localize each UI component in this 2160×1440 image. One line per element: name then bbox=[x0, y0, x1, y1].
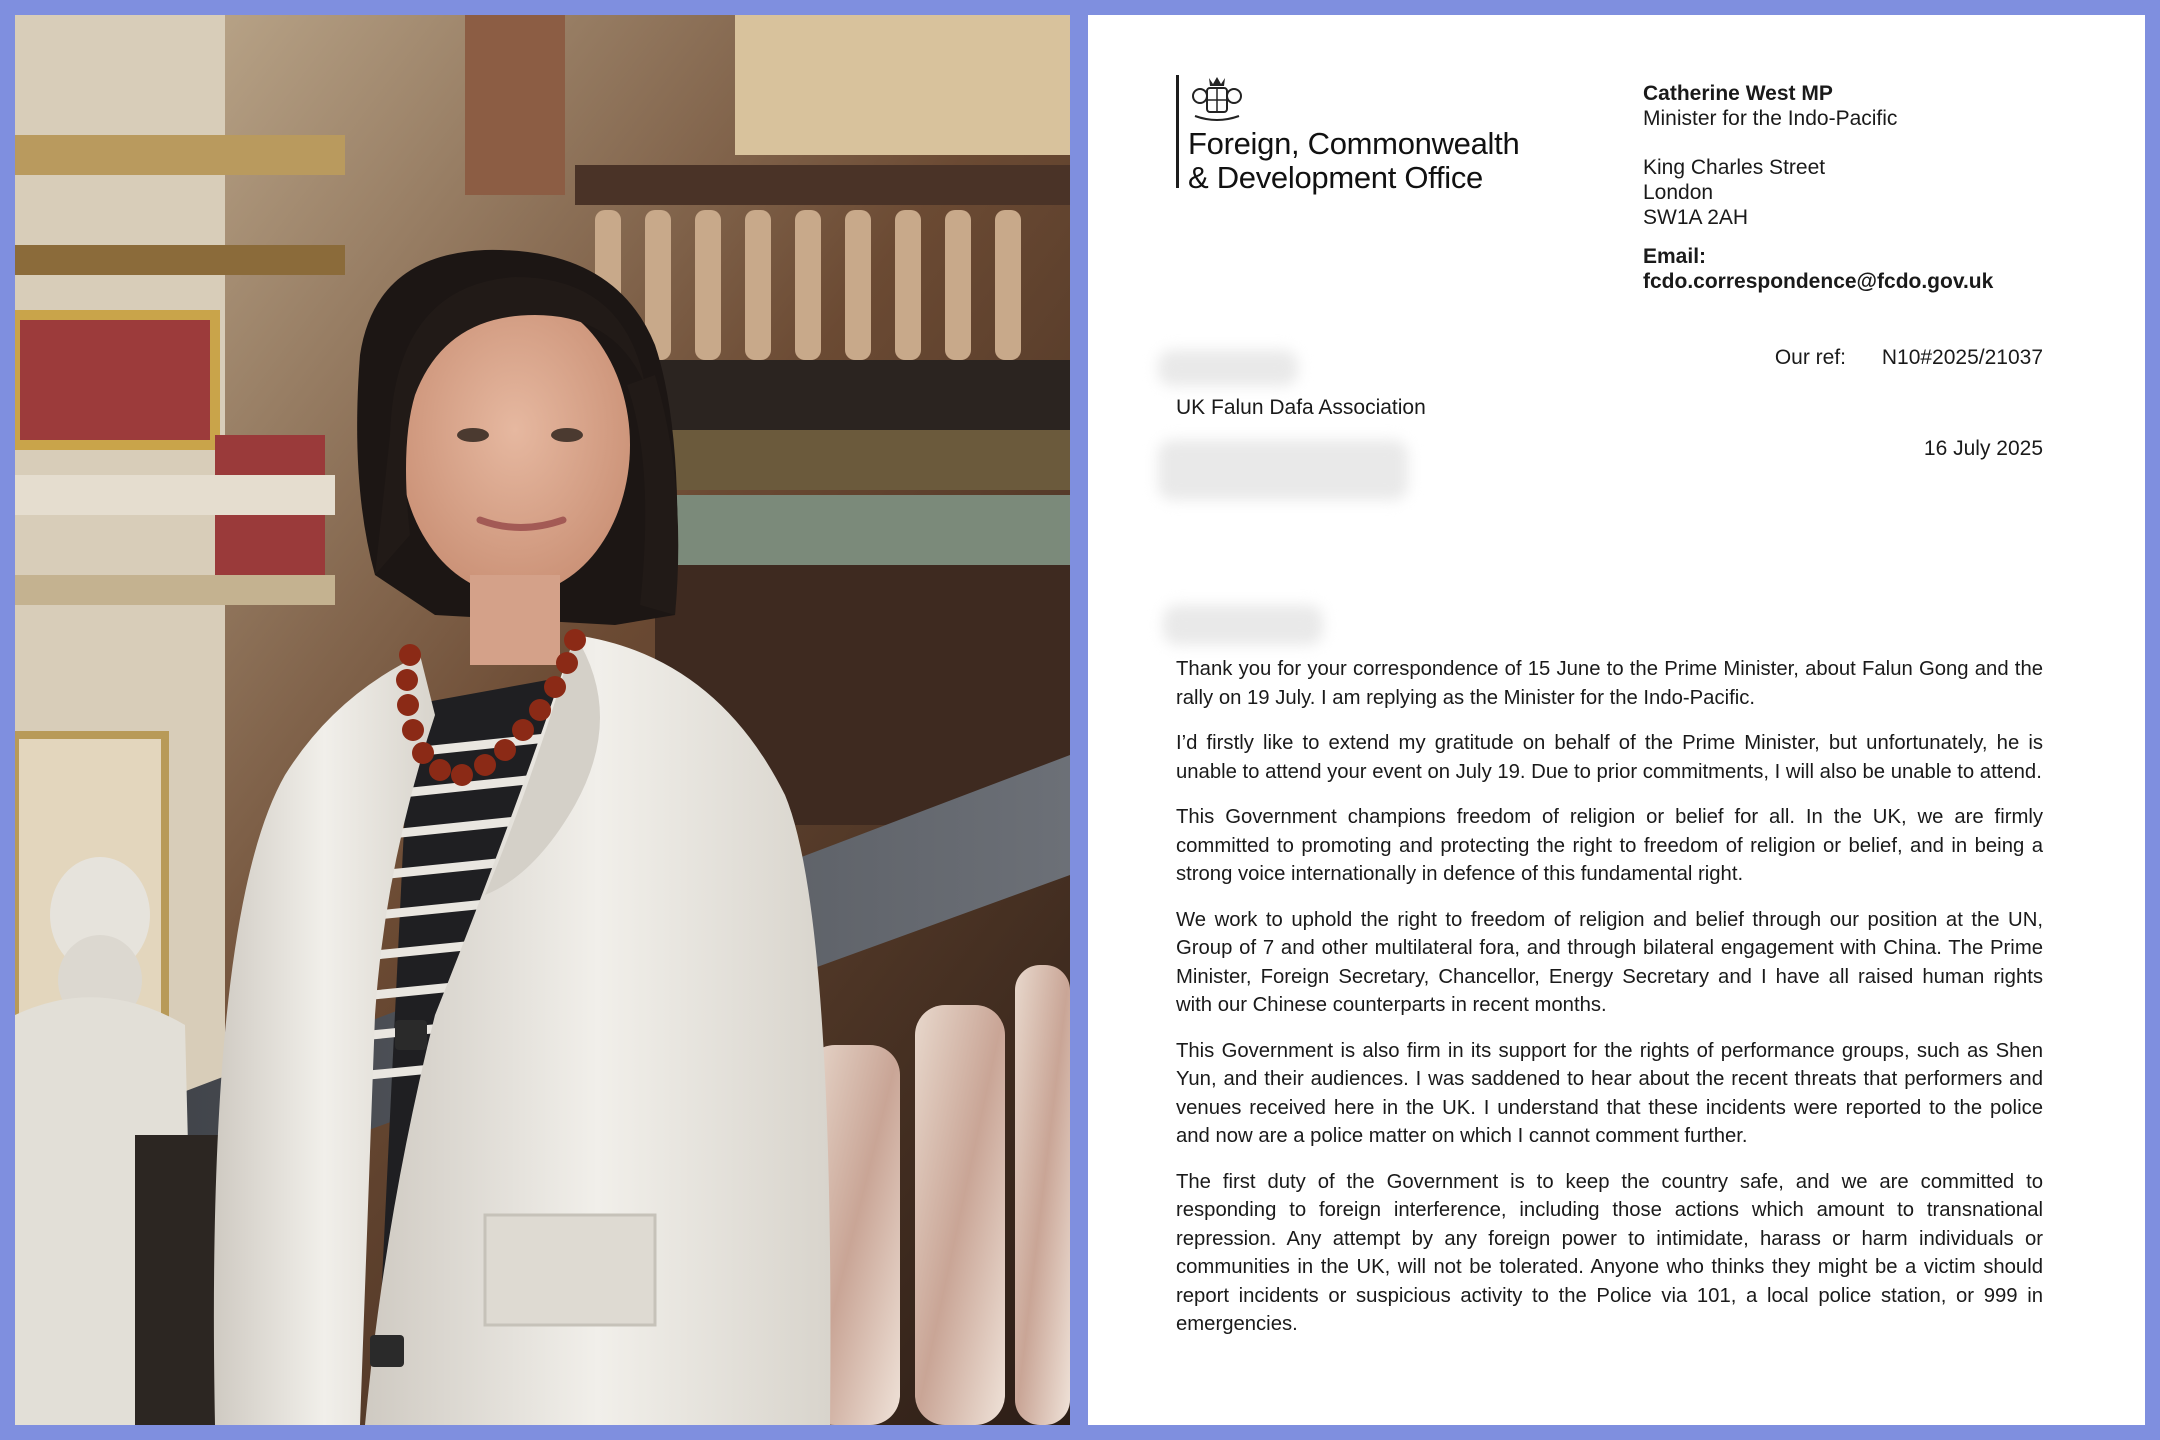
logo-line-2: & Development Office bbox=[1188, 160, 1483, 195]
royal-crest-icon bbox=[1189, 74, 1245, 124]
sender-block bbox=[1643, 81, 1993, 294]
body-paragraph: Thank you for your correspondence of 15 June to the Prime Minister, about Falun Gong and the rally on 19 July. I am replying as the Minister for the Indo-Pacific. bbox=[1176, 658, 2043, 709]
letter-date: 16 July 2025 bbox=[1923, 437, 2043, 460]
portrait-illustration bbox=[15, 15, 1070, 1425]
sender-title: Minister for the Indo-Pacific bbox=[1643, 107, 1898, 130]
reference-value: N10#2025/21037 bbox=[1881, 346, 2043, 369]
logo-rule bbox=[1176, 75, 1179, 188]
redacted-area bbox=[1163, 605, 1323, 645]
body-paragraph: This Government is also firm in its support for the rights of performance groups, such as Shen Yun, and their audiences. I was saddened to hear about the recent threats that performers and venues received here in the UK. I understand that these incidents were reported to the police and now are a police matter on which I cannot comment further. bbox=[1176, 1039, 2043, 1147]
address-line: SW1A 2AH bbox=[1643, 206, 1749, 229]
portrait-photo bbox=[15, 15, 1070, 1425]
redacted-area bbox=[1158, 440, 1408, 500]
fcdo-logo-text bbox=[1188, 127, 1519, 195]
body-paragraph: The first duty of the Government is to keep the country safe, and we are committed to responding to foreign interference, including those actions which amount to transnational repression. Any attempt by any foreign power to intimidate, harass or harm individuals or communities in the UK, will not be tolerated. Anyone who thinks they might be a victim should report incidents or suspicious activity to the Police via 101, a local police station, or 999 in emergencies. bbox=[1176, 1170, 2043, 1335]
reference-label: Our ref: bbox=[1774, 346, 1846, 369]
email-label: Email: bbox=[1643, 245, 1707, 268]
reference-line bbox=[1775, 345, 2043, 370]
body-paragraph: This Government champions freedom of religion or belief for all. In the UK, we are firmly committed to promoting and protecting the right to freedom of religion or belief, and in being a strong voice internationally in defence of this fundamental right. bbox=[1176, 806, 2043, 885]
body-paragraph: We work to uphold the right to freedom of religion and belief through our position at the UN, Group of 7 and other multilateral fora, and through bilateral engagement with China. The Prime Minister, Foreign Secretary, Chancellor, Energy Secretary and I have all raised human rights with our Chinese counterparts in recent months. bbox=[1176, 908, 2043, 1016]
address-line: King Charles Street bbox=[1643, 156, 1826, 179]
logo-line-1: Foreign, Commonwealth bbox=[1188, 126, 1520, 161]
redacted-area bbox=[1158, 350, 1298, 386]
recipient-name: UK Falun Dafa Association bbox=[1176, 396, 1426, 419]
email-address: fcdo.correspondence@fcdo.gov.uk bbox=[1643, 270, 1994, 293]
body-paragraph: I’d firstly like to extend my gratitude on behalf of the Prime Minister, but unfortunately, he is unable to attend your event on July 19. Due to prior commitments, I will also be unable to attend. bbox=[1176, 732, 2043, 783]
address-line: London bbox=[1643, 181, 1714, 204]
letter-document bbox=[1088, 15, 2145, 1425]
letter-body bbox=[1176, 655, 2043, 1356]
sender-name: Catherine West MP bbox=[1643, 82, 1833, 105]
